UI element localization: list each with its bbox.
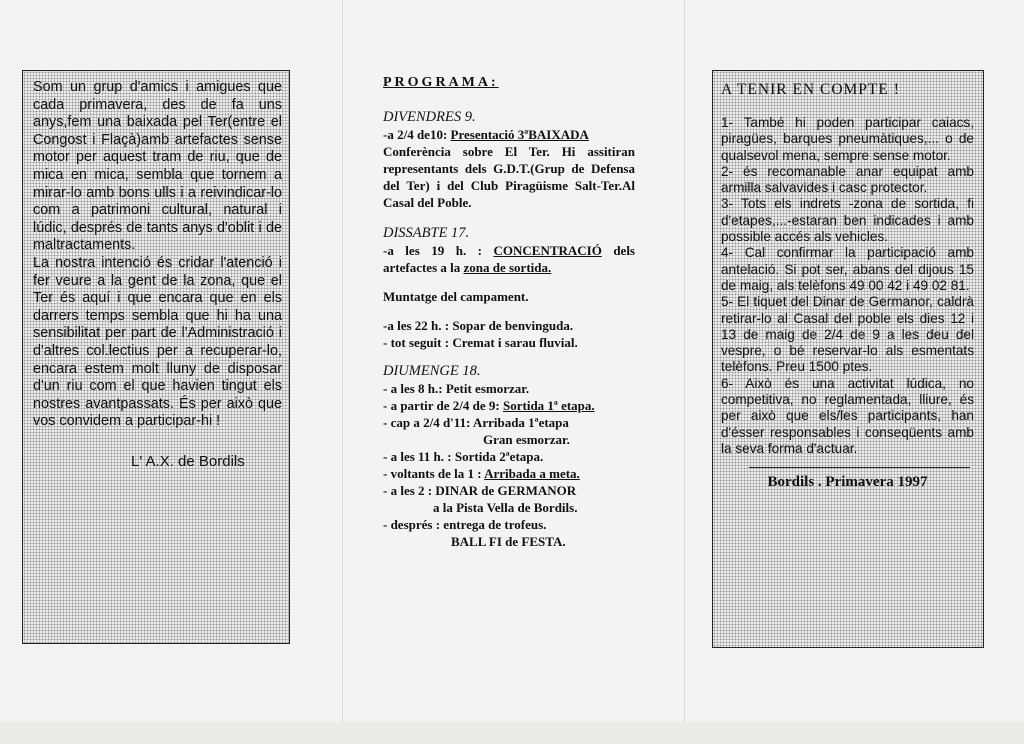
saturday-assembly: Muntatge del campament. xyxy=(383,289,529,304)
sunday-stage2-start: - a les 11 h. : Sortida 2ªetapa. xyxy=(383,449,544,464)
sunday-trophies: - després : entrega de trofeus. xyxy=(383,517,547,532)
sunday-stage1-arrival: - cap a 2/4 d'11: Arribada 1ªetapa xyxy=(383,415,569,430)
program-title: PROGRAMA: xyxy=(383,75,499,90)
sunday-finish-label: Arribada a meta. xyxy=(484,466,580,481)
sunday-finish-time: - voltants de la 1 : xyxy=(383,466,485,481)
notes-footer: Bordils . Primavera 1997 xyxy=(767,474,928,491)
sunday-dance: BALL FI de FESTA. xyxy=(451,534,566,549)
saturday-gathering xyxy=(383,242,635,276)
sunday-stage1-time: - a partir de 2/4 de 9: xyxy=(383,398,503,413)
sunday-big-breakfast: Gran esmorzar. xyxy=(483,432,570,447)
notes-divider xyxy=(749,467,970,468)
friday-event: Presentació 3ªBAIXADA xyxy=(450,127,589,142)
saturday-event: CONCENTRACIÓ xyxy=(493,243,602,258)
note-item-4: 4- Cal confirmar la participació amb antelació. Si pot ser, abans del dijous 15 de maig, als telèfons 49 00 42 i 49 02 81. xyxy=(721,245,974,293)
note-item-2: 2- és recomanable anar equipat amb armilla salvavides i casc protector. xyxy=(721,163,974,196)
intro-paragraph-2: La nostra intenció és cridar l'atenció i fer veure a la gent de la zona, que el Ter és aquí i que encara que en els darrers temps sembla que hi ha una sensibilitat per part de l'Administració i d'altres col.lectius per a recuperar-lo, encara estem molt lluny de disposar d'un riu com el que havien tingut els nostres avantpassats. És per això que vos convidem a participar-hi ! xyxy=(33,254,282,430)
intro-panel xyxy=(22,70,290,644)
saturday-event-text: dels artefactes a la xyxy=(383,243,635,275)
intro-signature: L' A.X. de Bordils xyxy=(131,452,245,470)
note-item-1: 1- També hi poden participar caiacs, piragües, barques pneumàtiques,... o de qualsevol mena, sempre sense motor. xyxy=(721,115,974,163)
intro-paragraph-1: Som un grup d'amics i amigues que cada primavera, des de fa uns anys,fem una baixada pel Ter(entre el Congost i Flaçà)amb artefactes sense motor per aquest tram de riu, que de mica en mica, sembla que tornem a mirar-lo amb bons ulls i a reivindicar-lo com a patrimoni cultural, natural i lúdic, després de tants anys d'oblit i de maltractaments. xyxy=(33,79,282,254)
sunday-stage1-label: Sortida 1ª etapa. xyxy=(503,398,595,413)
sunday-finish xyxy=(383,465,635,482)
friday-heading: DIVENDRES 9. xyxy=(383,109,476,125)
notes-title: A TENIR EN COMPTE ! xyxy=(721,81,900,98)
friday-line xyxy=(383,126,635,143)
program-panel xyxy=(383,74,635,550)
sunday-lunch: - a les 2 : DINAR de GERMANOR xyxy=(383,483,577,498)
saturday-heading: DISSABTE 17. xyxy=(383,225,470,241)
note-item-3: 3- Tots els indrets -zona de sortida, fi d'etapes,...-estaran ben indicades i amb possible accés als vehicles. xyxy=(721,196,974,245)
saturday-start-zone: zona de sortida. xyxy=(463,260,552,275)
saturday-after: - tot seguit : Cremat i sarau fluvial. xyxy=(383,335,578,350)
friday-time: -a 2/4 de10: xyxy=(383,127,451,142)
notes-list xyxy=(721,115,974,457)
sunday-heading: DIUMENGE 18. xyxy=(383,363,481,379)
sunday-stage1-start xyxy=(383,397,635,414)
saturday-time: -a les 19 h. : xyxy=(383,243,494,258)
sunday-lunch-place: a la Pista Vella de Bordils. xyxy=(433,500,578,515)
saturday-dinner: -a les 22 h. : Sopar de benvinguda. xyxy=(383,318,574,333)
note-item-5: 5- El tiquet del Dinar de Germanor, caldrà retirar-lo al Casal del poble els dies 12 i 13 de maig de 2/4 de 9 a les deu del vespre, o bé reservar-lo als esmentats telèfons. Preu 1500 ptes. xyxy=(721,294,974,375)
notes-panel xyxy=(712,70,984,648)
scan-bottom-edge xyxy=(0,722,1024,744)
fold-line-left xyxy=(342,0,343,744)
fold-line-right xyxy=(684,0,685,744)
note-item-6: 6- Això és una activitat lúdica, no competitiva, no reglamentada, lliure, és per això que els/les participants, han d'ésser responsables i conseqüents amb la seva forma d'actuar. xyxy=(721,375,974,456)
friday-description: Conferència sobre El Ter. Hi assitiran representants dels G.D.T.(Grup de Defensa del Ter) i del Club Piragüisme Salt-Ter.Al Casal del Poble. xyxy=(383,144,635,210)
sunday-breakfast: - a les 8 h.: Petit esmorzar. xyxy=(383,381,530,396)
